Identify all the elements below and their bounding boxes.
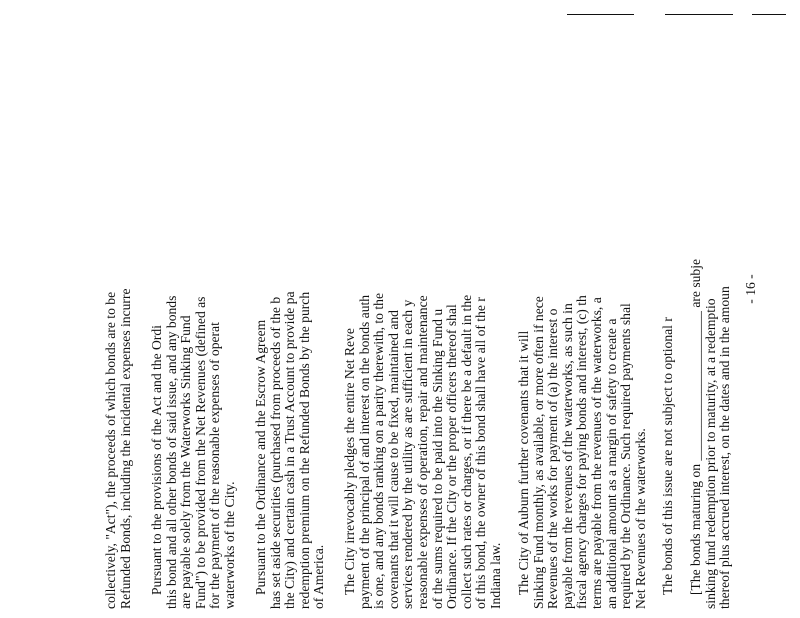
text-line: payable from the revenues of the waterworks, as such in: [559, 303, 575, 609]
text-line: covenants that it will cause to be fixed, maintained and: [385, 310, 401, 609]
text-line: reasonable expenses of operation, repair and maintenance: [414, 295, 430, 609]
text-line: Net Revenues of the waterworks.: [632, 428, 648, 609]
text-line: sinking fund redemption prior to maturity, at a redemptio: [702, 298, 718, 609]
text-line: terms are payable from the revenues of the waterworks, a: [588, 297, 604, 609]
text-line: are payable solely from the Waterworks Sinking Fund: [178, 315, 194, 609]
page-number: - 16 -: [743, 274, 758, 304]
text-line: an additional amount as a margin of safety to create a: [603, 318, 619, 609]
text-line: has set aside securities (purchased from proceeds of the b: [267, 296, 283, 609]
text-line: of America.: [311, 544, 327, 609]
text-line: services rendered by the utility as are sufficient in each y: [400, 299, 416, 609]
text-line: Sinking Fund monthly, as available, or more often if nece: [530, 296, 546, 609]
text-line: The bonds of this issue are not subject to optional r: [660, 317, 675, 595]
text-line: [The bonds maturing on ______________________ are subje: [688, 258, 703, 595]
text-line: is one, and any bonds ranking on a parity therewith, to the: [371, 293, 387, 609]
text-line: required by the Ordinance. Such required payments shal: [618, 303, 634, 609]
text-line: this bond and all other bonds of said issue, and any bonds: [163, 295, 179, 609]
text-line: Revenues of the works for payment of (a) the interest o: [545, 308, 561, 609]
text-line: payment of the principal of and interest on the bonds auth: [356, 294, 372, 609]
text-line: waterworks of the City.: [221, 481, 237, 609]
text-line: The City of Auburn further covenants that it will: [516, 330, 531, 595]
text-line: Fund") to be provided from the Net Revenues (defined as: [192, 296, 208, 609]
text-line: collectively, "Act"), the proceeds of which bonds are to be: [103, 291, 118, 609]
text-line: of the sums required to be paid into the Sinking Fund u: [429, 308, 445, 609]
text-line: thereof plus accrued interest, on the dates and in the amoun: [717, 286, 733, 609]
text-line: Indiana law.: [487, 542, 503, 609]
header-rule-3: [752, 14, 786, 15]
text-line: Ordinance. If the City or the proper officers thereof shal: [444, 304, 460, 609]
text-line: Refunded Bonds, including the incidental expenses incurre: [117, 288, 133, 609]
text-line: collect such rates or charges, or if there be a default in the: [458, 294, 474, 609]
text-line: for the payment of the reasonable expenses of operat: [207, 322, 223, 609]
text-line: of this bond, the owner of this bond shall have all of the r: [473, 297, 489, 609]
text-line: The City irrevocably pledges the entire Net Reve: [342, 328, 357, 595]
text-line: redemption premium on the Refunded Bonds by the purch: [296, 291, 312, 609]
text-line: Pursuant to the Ordinance and the Escrow Agreem: [253, 319, 268, 595]
text-line: fiscal agency charges for paying bonds and interest, (c) th: [574, 295, 590, 609]
text-line: Pursuant to the provisions of the Act and the Ordi: [149, 325, 164, 595]
text-line: the City) and certain cash in a Trust Account to provide pa: [282, 291, 298, 609]
